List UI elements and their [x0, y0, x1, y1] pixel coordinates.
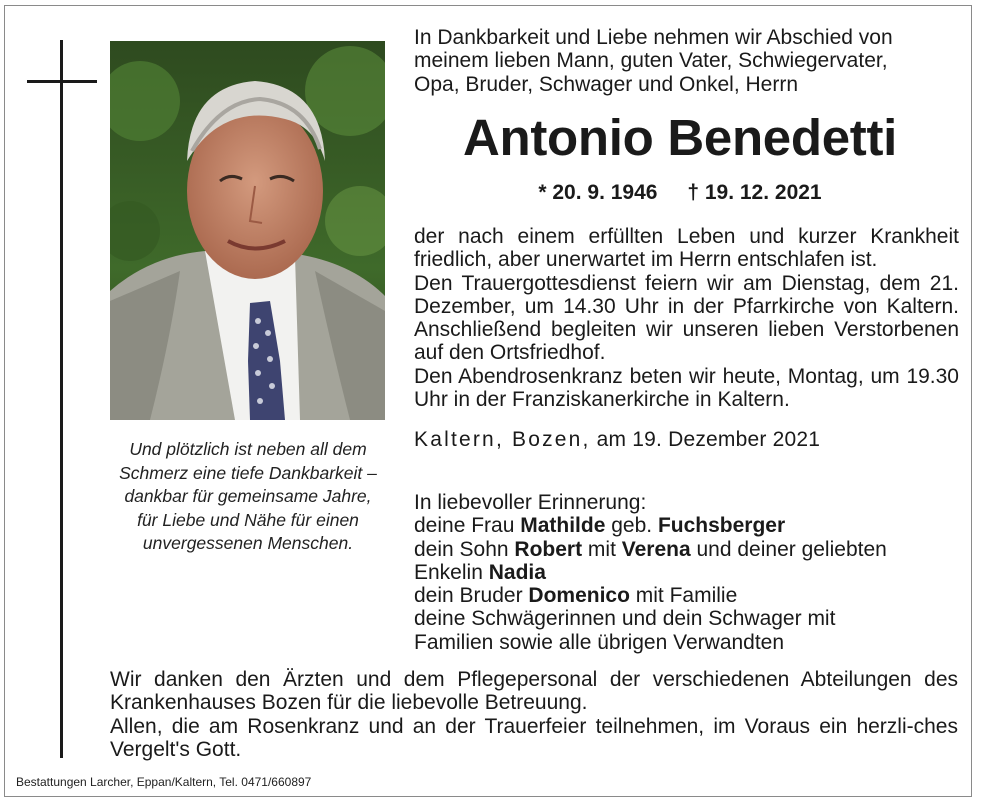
passing-text: der nach einem erfüllten Leben und kurzer Krankheit friedlich, aber unerwartet im Herrn entschlafen ist.	[414, 225, 959, 272]
cross-bar	[27, 80, 97, 83]
thanks-staff: Wir danken den Ärzten und dem Pflegepersonal der verschiedenen Abteilungen des Krankenhauses Bozen für die liebevolle Betreuung.	[110, 668, 958, 715]
deceased-name: Antonio Benedetti	[462, 109, 898, 166]
mourner-brother: dein Bruder Domenico mit Familie	[414, 584, 738, 608]
birth-date: * 20. 9. 1946	[538, 181, 658, 204]
life-dates	[414, 180, 946, 206]
mourners-list	[414, 491, 959, 654]
place: Kaltern, Bozen,	[414, 428, 591, 451]
closing-thanks	[110, 668, 958, 761]
mourner-son: dein Sohn Robert mit Verena und deiner geliebten	[414, 537, 887, 561]
quote-line: für Liebe und Nähe für einen	[137, 509, 359, 530]
intro-line: In Dankbarkeit und Liebe nehmen wir Abschied von	[414, 26, 893, 49]
mourner-grandchild: Enkelin Nadia	[414, 560, 546, 584]
mourner-relatives: Familien sowie alle übrigen Verwandten	[414, 630, 785, 654]
quote-line: Schmerz eine tiefe Dankbarkeit –	[119, 462, 377, 483]
place-date	[414, 428, 820, 451]
intro-text	[414, 26, 964, 96]
rosary-text: Den Abendrosenkranz beten wir heute, Montag, um 19.30 Uhr in der Franziskanerkirche in Kaltern.	[414, 364, 959, 412]
funeral-text: Den Trauergottesdienst feiern wir am Dienstag, dem 21. Dezember, um 14.30 Uhr in der Pfarrkirche von Kaltern. Anschließend begleiten wir unseren lieben Verstorbenen auf den Ortsfriedhof.	[414, 271, 959, 365]
death-date: † 19. 12. 2021	[687, 181, 822, 204]
mourner-wife: deine Frau Mathilde geb. Fuchsberger	[414, 514, 786, 538]
portrait-photo	[110, 41, 385, 420]
funeral-home-credit: Bestattungen Larcher, Eppan/Kaltern, Tel. 0471/660897	[16, 775, 312, 789]
quote-line: unvergessenen Menschen.	[142, 533, 354, 553]
quote-line: Und plötzlich ist neben all dem	[129, 439, 367, 459]
quote-line: dankbar für gemeinsame Jahre,	[124, 486, 372, 506]
cross-icon	[60, 40, 63, 758]
thanks-attendees: Allen, die am Rosenkranz und an der Trauerfeier teilnehmen, im Voraus ein herzli-ches Vergelt's Gott.	[110, 714, 958, 761]
service-details	[414, 225, 959, 411]
intro-line: meinem lieben Mann, guten Vater, Schwiegervater,	[414, 49, 888, 73]
memorial-quote	[107, 438, 389, 556]
intro-line: Opa, Bruder, Schwager und Onkel, Herrn	[414, 72, 799, 96]
mourners-heading: In liebevoller Erinnerung:	[414, 491, 647, 514]
mourner-inlaws: deine Schwägerinnen und dein Schwager mit	[414, 607, 836, 631]
notice-date: am 19. Dezember 2021	[596, 428, 821, 451]
